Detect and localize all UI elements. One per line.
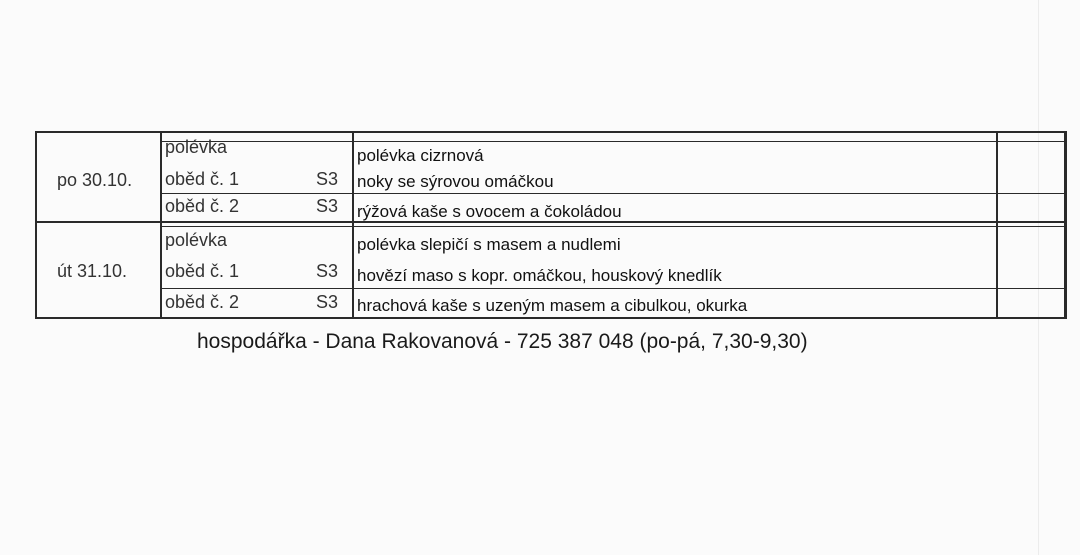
dish-name: polévka slepičí s masem a nudlemi (357, 235, 621, 254)
meal-type: oběd č. 1 (165, 261, 240, 281)
dish-name: rýžová kaše s ovocem a čokoládou (357, 202, 622, 221)
meal-type: oběd č. 2 (165, 292, 240, 312)
row-divider-day2-top (160, 226, 1065, 227)
diet-code: S3 (316, 169, 339, 189)
diet-code: S3 (316, 261, 339, 281)
column-divider-date (160, 133, 162, 317)
footer-contact: hospodářka - Dana Rakovanová - 725 387 048 (po-pá, 7,30-9,30) (197, 330, 808, 353)
row-divider-day-separator (37, 221, 1065, 223)
column-divider-dish (996, 133, 998, 317)
column-divider-type (352, 133, 354, 317)
meal-type: oběd č. 2 (165, 196, 240, 216)
meal-type: oběd č. 1 (165, 169, 240, 189)
row-divider-top-right (160, 141, 1065, 142)
diet-code: S3 (316, 196, 339, 216)
meal-type: polévka (165, 230, 228, 250)
day-label: út 31.10. (57, 261, 128, 281)
column-divider-end (1064, 133, 1065, 317)
row-divider-day1-r2 (160, 193, 1065, 194)
lunch-menu-table (35, 131, 1067, 319)
meal-type: polévka (165, 137, 228, 157)
dish-name: noky se sýrovou omáčkou (357, 172, 554, 191)
dish-name: hrachová kaše s uzeným masem a cibulkou, okurka (357, 296, 748, 315)
dish-name: polévka cizrnová (357, 146, 484, 165)
row-divider-day2-r2 (160, 288, 1065, 289)
dish-name: hovězí maso s kopr. omáčkou, houskový knedlík (357, 266, 722, 285)
diet-code: S3 (316, 292, 339, 312)
day-label: po 30.10. (57, 170, 133, 190)
